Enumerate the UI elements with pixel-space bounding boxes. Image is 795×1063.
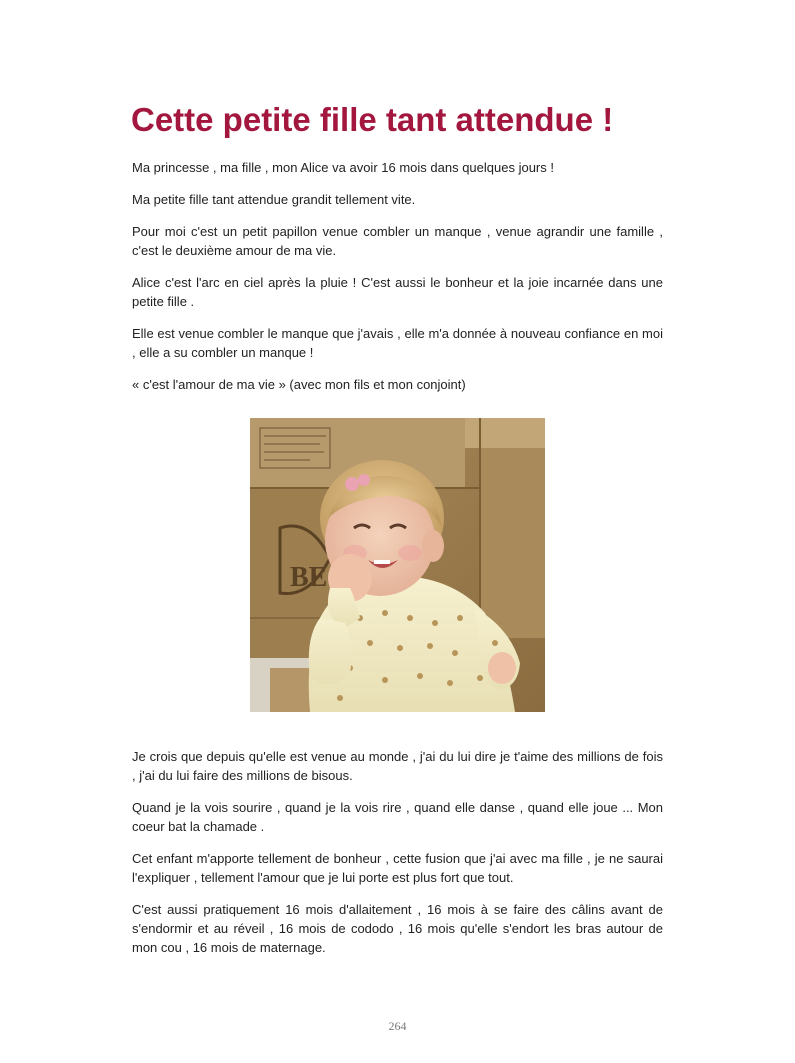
- intro-text-block: [132, 158, 663, 407]
- paragraph: Ma petite fille tant attendue grandit tellement vite.: [132, 192, 416, 207]
- page-number: 264: [388, 1019, 407, 1033]
- paragraph: « c'est l'amour de ma vie » (avec mon fils et mon conjoint): [132, 377, 466, 392]
- paragraph: Alice c'est l'arc en ciel après la pluie ! C'est aussi le bonheur et la joie incarnée dans une petite fille .: [132, 275, 663, 309]
- paragraph: C'est aussi pratiquement 16 mois d'allaitement , 16 mois à se faire des câlins avant de s'endormir et au réveil , 16 mois de cododo , 16 mois qu'elle s'endort les bras autour de mon cou , 16 mois de maternage.: [132, 902, 663, 955]
- paragraph: Pour moi c'est un petit papillon venue combler un manque , venue agrandir une famille , c'est le deuxième amour de ma vie.: [132, 224, 663, 258]
- paragraph: Quand je la vois sourire , quand je la vois rire , quand elle danse , quand elle joue ... Mon coeur bat la chamade .: [132, 800, 663, 834]
- page-title: Cette petite fille tant attendue !: [131, 101, 614, 138]
- paragraph: Elle est venue combler le manque que j'avais , elle m'a donnée à nouveau confiance en moi , elle a su combler un manque !: [132, 326, 663, 360]
- baby-photo-illustration: [250, 418, 545, 712]
- box-print: BE: [290, 562, 328, 593]
- paragraph: Cet enfant m'apporte tellement de bonheur , cette fusion que j'ai avec ma fille , je ne saurai l'expliquer , tellement l'amour que je lui porte est plus fort que tout.: [132, 851, 663, 885]
- baby-photo: [250, 418, 545, 712]
- paragraph: Je crois que depuis qu'elle est venue au monde , j'ai du lui dire je t'aime des millions de fois , j'ai du lui faire des millions de bisous.: [132, 749, 663, 783]
- closing-text-block: [132, 747, 663, 970]
- paragraph: Ma princesse , ma fille , mon Alice va avoir 16 mois dans quelques jours !: [132, 160, 554, 175]
